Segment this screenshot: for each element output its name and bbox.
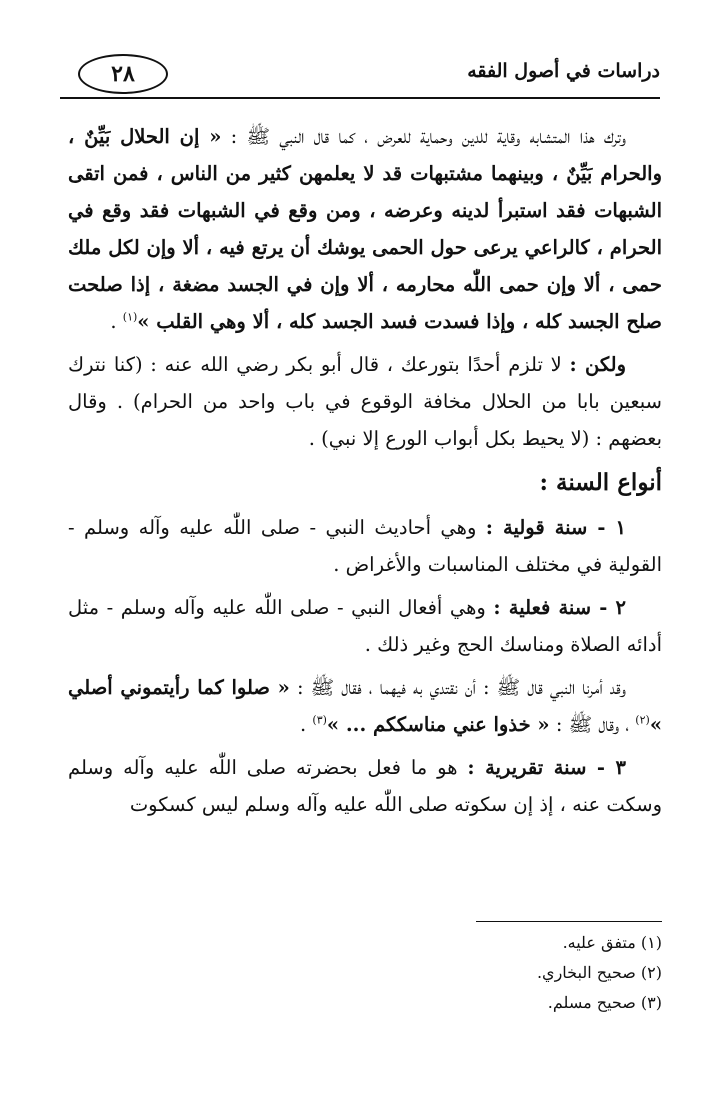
page-header [60,50,660,102]
sunnah-type-3-head: ٣ - سنة تقريرية : [467,756,626,779]
footnote-ref-2: (٢) [635,713,650,727]
paragraph-3-mid: ، وقال ﷺ : [549,713,636,736]
footnote-2-text: صحيح البخاري. [536,963,641,982]
sunnah-type-2 [68,589,662,663]
footnote-divider [476,921,662,922]
paragraph-1 [68,118,662,340]
footnote-3-text: صحيح مسلم. [547,993,641,1012]
paragraph-2-lead: ولكن : [569,353,626,376]
footnote-1-number: (١) [640,933,662,952]
paragraph-2 [68,346,662,457]
footnote-3 [68,988,662,1018]
running-title: دراسات في أصول الفقه [467,60,660,82]
paragraph-1-end: . [110,310,123,333]
page-number: ٢٨ [78,54,168,94]
header-divider [60,97,660,99]
footnote-3-number: (٣) [640,993,662,1012]
sunnah-type-1 [68,509,662,583]
paragraph-3-end: . [299,713,313,736]
main-text [68,118,662,829]
footnote-ref-3: (٣) [312,713,327,727]
sunnah-type-1-head: ١ - سنة قولية : [485,516,626,539]
paragraph-3 [68,669,662,743]
footnote-2-number: (٢) [640,963,662,982]
sunnah-type-3 [68,749,662,823]
footnote-1 [68,928,662,958]
footnote-2 [68,958,662,988]
footnote-1-text: متفق عليه. [562,933,641,952]
paragraph-3-intro: وقد أمرنا النبي قال ﷺ : أن نقتدي به فيهما ، فقال ﷺ : [289,676,626,699]
sunnah-type-2-text: وهي أفعال النبي - صلى اللّٰه عليه وآله وسلم - مثل أدائه الصلاة ومناسك الحج وغير ذلك . [68,596,662,656]
paragraph-1-intro: وترك هذا المتشابه وقاية للدين وحماية للعرض ، كما قال النبي ﷺ : [230,125,627,148]
hadith-prayer: « صلوا كما رأيتموني أصلي » [68,676,662,736]
sunnah-type-1-text: وهي أحاديث النبي - صلى اللّٰه عليه وآله وسلم - القولية في مختلف المناسبات والأغراض . [68,516,662,576]
sunnah-type-2-head: ٢ - سنة فعلية : [493,596,626,619]
sunnah-type-3-text: هو ما فعل بحضرته صلى اللّٰه عليه وآله وسلم وسكت عنه ، إذ إن سكوته صلى اللّٰه عليه وآله وسلم ليس كسكوت [68,756,662,816]
paragraph-2-text: لا تلزم أحدًا بتورعك ، قال أبو بكر رضي الله عنه : (كنا نترك سبعين بابا من الحلال مخافة الوقوع في باب واحد من الحرام) . وقال بعضهم : (لا يحيط بكل أبواب الورع إلا نبي) . [68,353,662,450]
hadith-hajj: « خذوا عني مناسككم ... » [326,713,550,736]
footnotes [68,928,662,1018]
hadith-halal-haram: « إن الحلال بَيِّنٌ ، والحرام بَيِّنٌ ، وبينهما مشتبهات قد لا يعلمهن كثير من الناس ، فمن اتقى الشبهات فقد استبرأ لدينه وعرضه ، ومن وقع في الشبهات فقد وقع في الحرام ، كالراعي يرعى حول الحمى يوشك أن يرتع فيه ، ألا وإن لكل ملك حمى ، ألا وإن حمى اللّٰه محارمه ، ألا وإن في الجسد مضغة ، إذا صلحت صلح الجسد كله ، وإذا فسدت فسد الجسد كله ، ألا وهي القلب » [68,125,662,333]
section-heading: أنواع السنة : [539,469,662,496]
footnote-ref-1: (١) [122,310,138,324]
